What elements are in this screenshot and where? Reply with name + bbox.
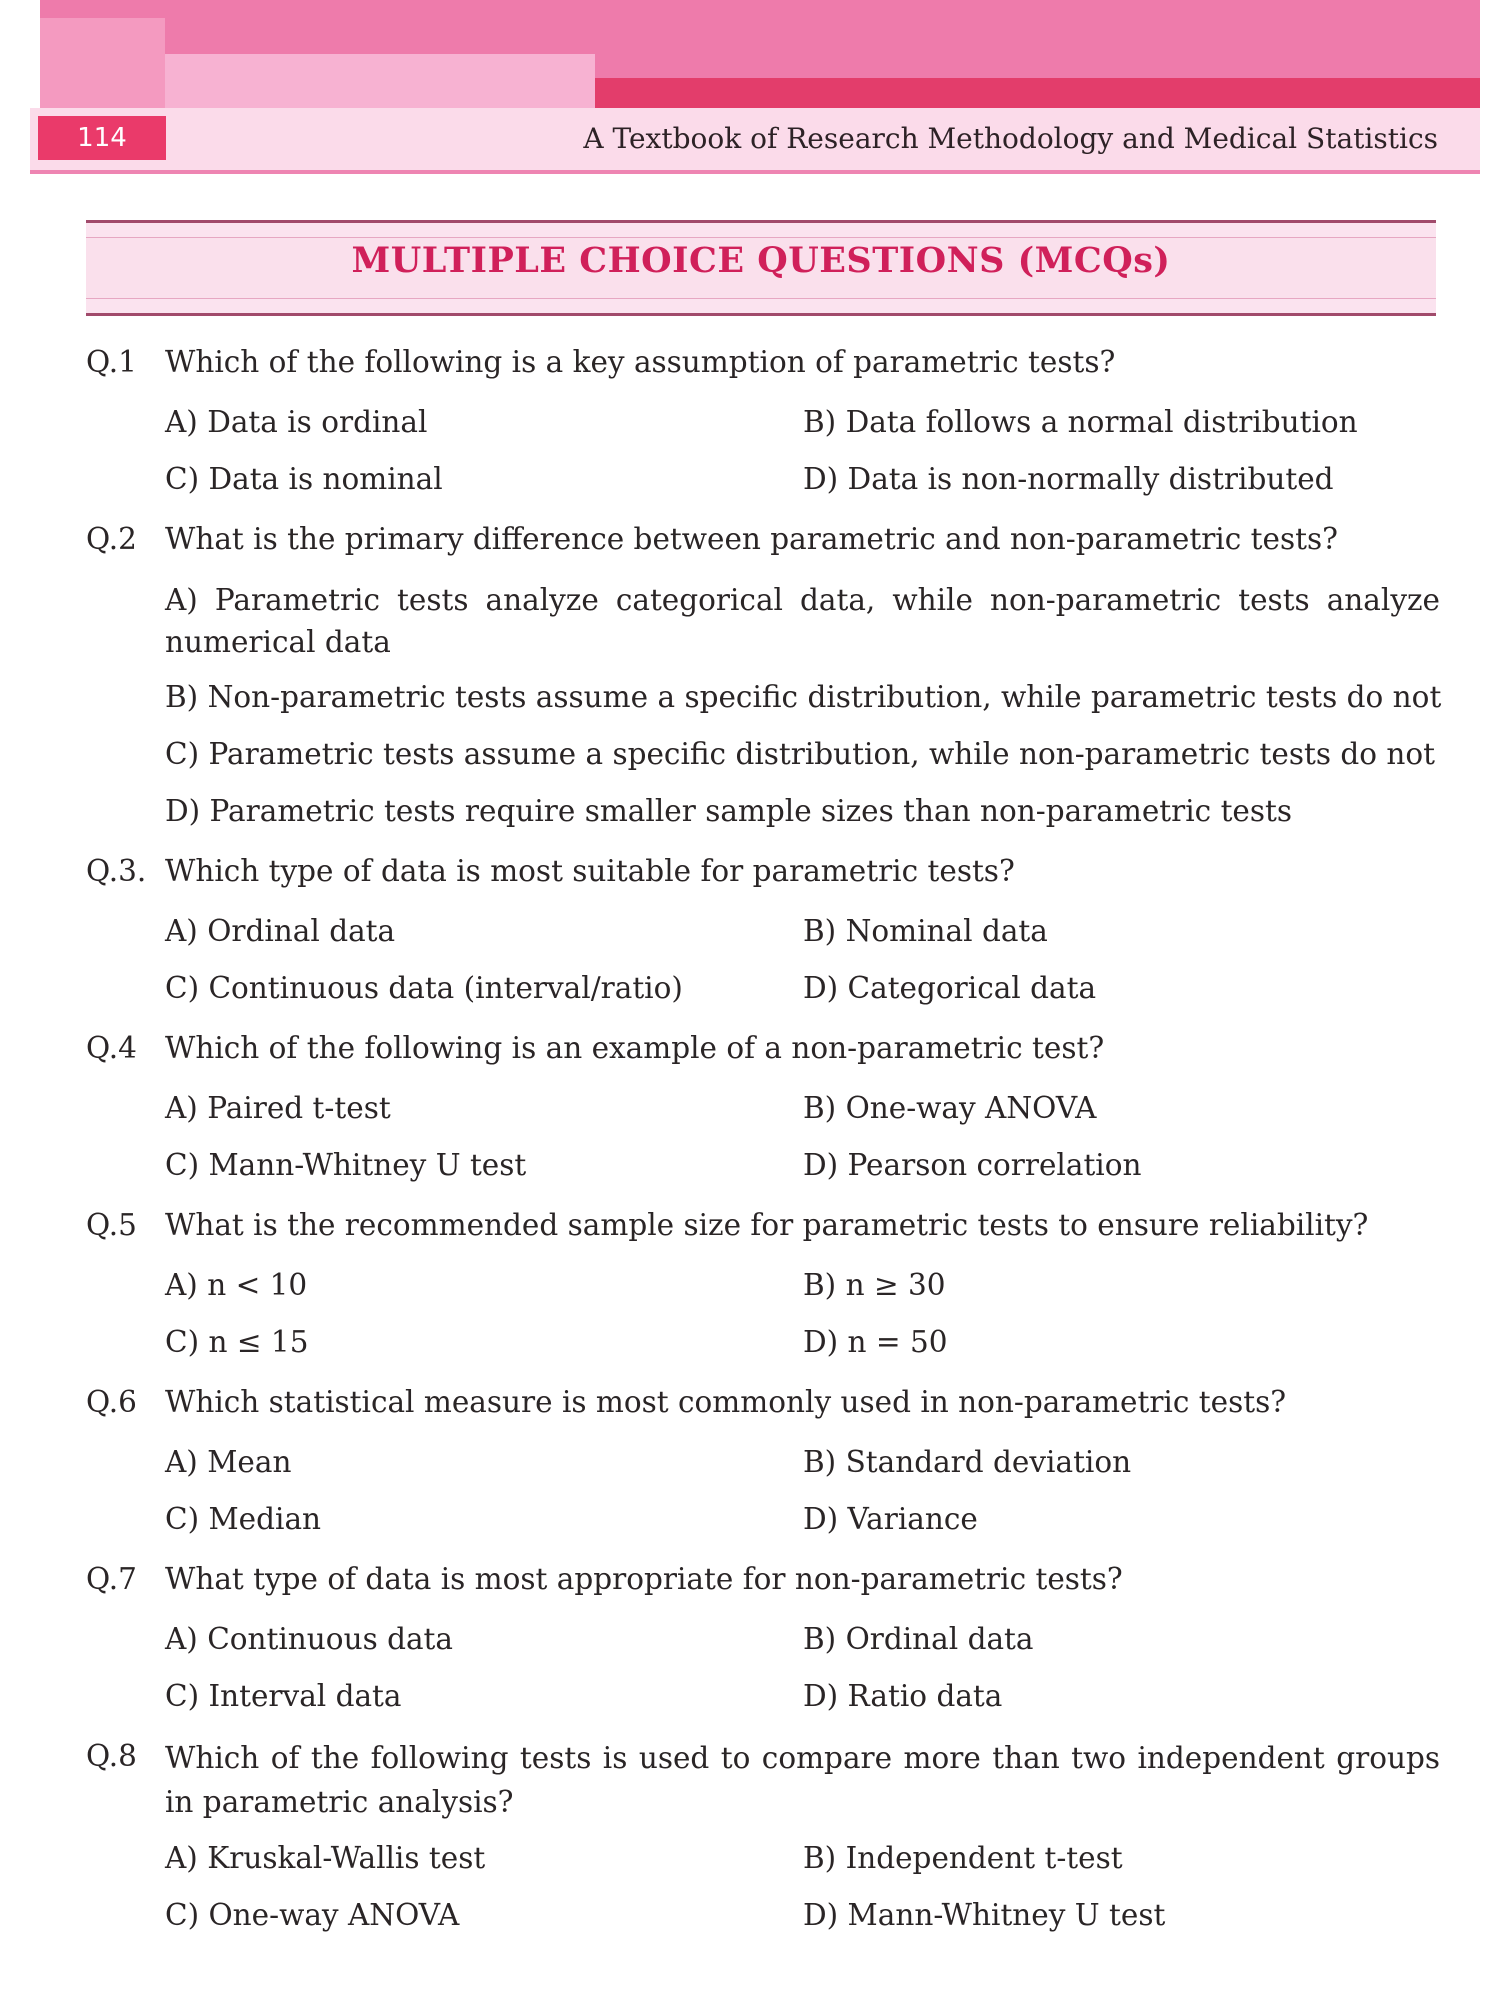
option-a: A) Continuous data (165, 1622, 453, 1656)
option-a: A) Data is ordinal (165, 405, 428, 439)
question-text: Which of the following tests is used to compare more than two independent groups in parametric analysis? (165, 1741, 1440, 1819)
page-header (0, 0, 1500, 180)
option-b: B) Independent t-test (803, 1841, 1123, 1875)
page-number: 114 (38, 116, 166, 160)
question-number: Q.5 (86, 1208, 137, 1242)
question-number: Q.3. (86, 854, 147, 888)
header-banner-accent (40, 18, 165, 108)
option-d: D) Data is non-normally distributed (803, 462, 1334, 496)
option-a: A) Mean (165, 1445, 292, 1479)
question-text: Which of the following is a key assumption of parametric tests? (165, 345, 1116, 379)
section-title-box (86, 220, 1436, 316)
option-d: D) Ratio data (803, 1679, 1003, 1713)
option-a: A) n < 10 (165, 1268, 308, 1302)
option-c: C) Continuous data (interval/ratio) (165, 971, 683, 1005)
option-a: A) Kruskal-Wallis test (165, 1841, 486, 1875)
option-a: A) Parametric tests analyze categorical data, while non-parametric tests analyze numerical data (165, 583, 1440, 659)
question-number: Q.2 (86, 522, 137, 556)
question-number: Q.8 (86, 1739, 137, 1773)
option-d: D) Pearson correlation (803, 1148, 1142, 1182)
option-d: D) Parametric tests require smaller sample sizes than non-parametric tests (165, 794, 1293, 828)
question-number: Q.4 (86, 1031, 137, 1065)
option-b: B) One-way ANOVA (803, 1091, 1097, 1125)
question-text: Which statistical measure is most commonly used in non-parametric tests? (165, 1385, 1287, 1419)
option-c: C) Parametric tests assume a specific distribution, while non-parametric tests do not (165, 737, 1436, 771)
running-title: A Textbook of Research Methodology and Medical Statistics (583, 122, 1438, 155)
question-text: What is the primary difference between parametric and non-parametric tests? (165, 522, 1338, 556)
option-c: C) Median (165, 1502, 322, 1536)
question-number: Q.1 (86, 345, 137, 379)
option-a: A) Paired t-test (165, 1091, 391, 1125)
option-d: D) Categorical data (803, 971, 1097, 1005)
option-b: B) Standard deviation (803, 1445, 1132, 1479)
option-a: A) Ordinal data (165, 914, 396, 948)
option-c: C) Data is nominal (165, 462, 443, 496)
question-number: Q.6 (86, 1385, 137, 1419)
option-b: B) Nominal data (803, 914, 1048, 948)
option-b: B) n ≥ 30 (803, 1268, 946, 1302)
header-underline (30, 170, 1480, 174)
option-d: D) n = 50 (803, 1325, 948, 1359)
option-c: C) Mann-Whitney U test (165, 1148, 527, 1182)
option-b: B) Non-parametric tests assume a specific distribution, while parametric tests do not (165, 680, 1442, 714)
question-text: What type of data is most appropriate for non-parametric tests? (165, 1562, 1123, 1596)
question-number: Q.7 (86, 1562, 137, 1596)
section-title: MULTIPLE CHOICE QUESTIONS (MCQs) (351, 240, 1171, 281)
option-b: B) Ordinal data (803, 1622, 1034, 1656)
option-d: D) Variance (803, 1502, 978, 1536)
option-c: C) n ≤ 15 (165, 1325, 309, 1359)
question-text: What is the recommended sample size for parametric tests to ensure reliability? (165, 1208, 1369, 1242)
option-c: C) Interval data (165, 1679, 402, 1713)
question-text: Which type of data is most suitable for parametric tests? (165, 854, 1015, 888)
header-banner-stripe (595, 78, 1480, 108)
option-b: B) Data follows a normal distribution (803, 405, 1358, 439)
option-c: C) One-way ANOVA (165, 1898, 460, 1932)
question-text: Which of the following is an example of a non-parametric test? (165, 1031, 1105, 1065)
page-margin (0, 0, 30, 180)
option-d: D) Mann-Whitney U test (803, 1898, 1166, 1932)
header-banner-band (165, 54, 595, 108)
